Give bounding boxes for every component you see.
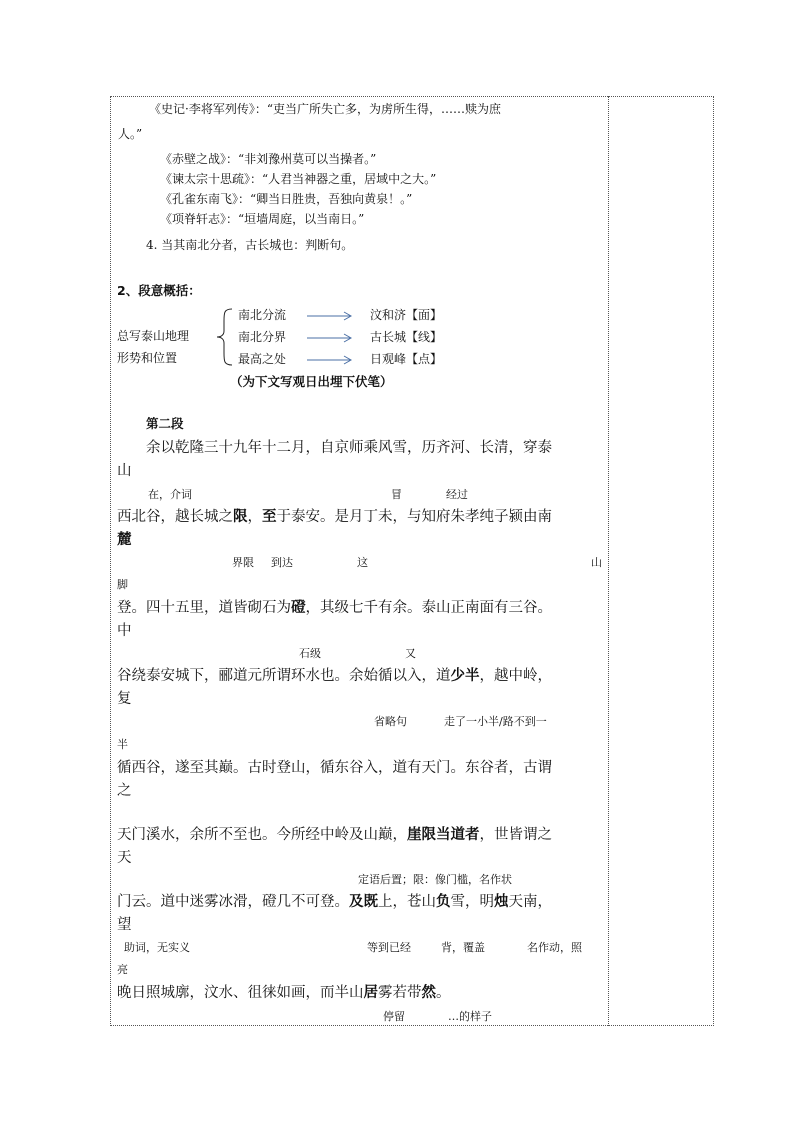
note-line-6: 《项脊轩志》：“垣墙周庭，以当南日。”: [160, 212, 365, 226]
summary-left-2: 形势和位置: [117, 351, 178, 365]
annotation: 停留: [383, 1010, 405, 1023]
text-line-1: 余以乾隆三十九年十二月，自京师乘风雪，历齐河、长清，穿泰: [146, 440, 552, 456]
text-line-2-wrap: 麓: [117, 532, 132, 548]
text-line-5: 循西谷，遂至其巅。古时登山，循东谷入，道有天门。东谷者，古谓: [117, 760, 552, 776]
text-line-7: 门云。道中迷雾冰滑，磴几不可登。及既上，苍山负雪，明烛天南，: [117, 894, 552, 910]
arrow-right-icon: [306, 354, 354, 366]
annotation: 半: [117, 738, 128, 751]
annotation: 背，覆盖: [441, 941, 485, 954]
text-line-8: 晚日照城廓，汶水、徂徕如画，而半山居雾若带然。: [117, 985, 451, 1001]
summary-row-3-right: 日观峰【点】: [370, 352, 443, 366]
annotation: 到达: [271, 556, 293, 569]
note-line-1: 《史记·李将军列传》：“吏当广所失亡多，为虏所生得，……赎为庶: [149, 102, 501, 116]
note-line-4: 《谏太宗十思疏》：“人君当神器之重，居域中之大。”: [160, 172, 437, 186]
summary-row-3-left: 最高之处: [238, 352, 287, 366]
text-line-6-wrap: 天: [117, 850, 132, 866]
annotation: 走了一小半/路不到一: [444, 715, 547, 728]
annotation: 这: [357, 556, 368, 569]
section-title: 第二段: [146, 416, 184, 431]
annotation: 界限: [232, 556, 254, 569]
annotation: 又: [405, 647, 416, 660]
arrow-right-icon: [306, 310, 354, 322]
text-line-6: 天门溪水，余所不至也。今所经中岭及山巅，崖限当道者，世皆谓之: [117, 827, 552, 843]
note-line-7: 4. 当其南北分者，古长城也：判断句。: [146, 238, 354, 252]
table-frame: [110, 96, 714, 1026]
text-line-5-wrap: 之: [117, 783, 132, 799]
text-line-4-wrap: 复: [117, 691, 132, 707]
annotation: 在，介词: [148, 488, 192, 501]
annotation: 名作动，照: [527, 941, 582, 954]
text-line-3-wrap: 中: [117, 623, 132, 639]
text-line-2: 西北谷，越长城之限，至于泰安。是月丁未，与知府朱孝纯子颍由南: [117, 509, 552, 525]
summary-row-1-right: 汶和济【面】: [370, 308, 443, 322]
summary-row-2-left: 南北分界: [238, 330, 287, 344]
note-line-2: 人。”: [118, 127, 143, 141]
summary-footer: （为下文写观日出埋下伏笔）: [230, 374, 393, 389]
arrow-right-icon: [306, 332, 354, 344]
annotation: 冒: [391, 488, 402, 501]
annotation: 亮: [117, 963, 128, 976]
summary-row-1-left: 南北分流: [238, 308, 287, 322]
note-line-3: 《赤壁之战》：“非刘豫州莫可以当操者。”: [160, 152, 377, 166]
summary-left-1: 总写泰山地理: [117, 329, 190, 343]
annotation: 定语后置；限：像门槛，名作状: [358, 873, 512, 886]
annotation: 脚: [117, 578, 128, 591]
table-column-divider: [608, 96, 609, 1026]
text-line-3: 登。四十五里，道皆砌石为磴，其级七千有余。泰山正南面有三谷。: [117, 600, 552, 616]
brace-icon: [214, 307, 236, 367]
text-line-1-wrap: 山: [117, 463, 132, 479]
annotation: …的样子: [448, 1010, 492, 1023]
summary-heading: 2、段意概括：: [117, 283, 201, 298]
annotation: 石级: [299, 647, 321, 660]
text-line-7-wrap: 望: [117, 917, 132, 933]
annotation: 等到已经: [367, 941, 411, 954]
annotation: 省略句: [374, 715, 407, 728]
text-line-4: 谷绕泰安城下，郦道元所谓环水也。余始循以入，道少半，越中岭，: [117, 668, 552, 684]
annotation: 助词，无实义: [124, 941, 190, 954]
note-line-5: 《孔雀东南飞》：“卿当日胜贵，吾独向黄泉！。”: [160, 192, 413, 206]
summary-row-2-right: 古长城【线】: [370, 330, 443, 344]
annotation: 经过: [446, 488, 468, 501]
annotation: 山: [591, 556, 602, 569]
